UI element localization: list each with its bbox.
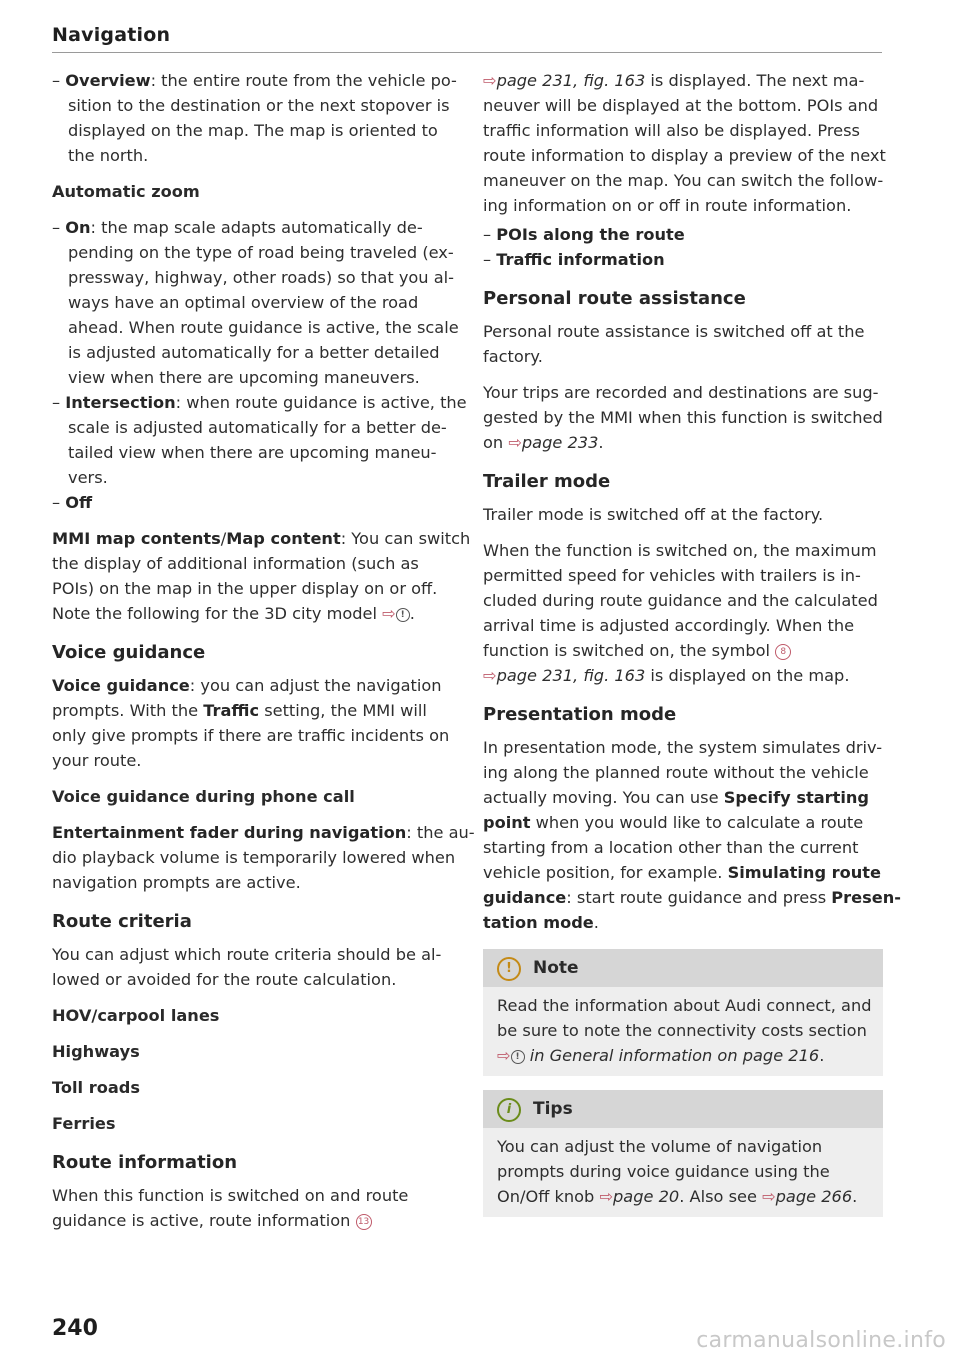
text-line <box>52 601 452 626</box>
text: / <box>220 529 227 548</box>
overview-item: – Overview: the entire route from the vehicle po- <box>52 71 457 90</box>
note-header <box>483 949 883 987</box>
ref-arrow: ⇨ <box>483 71 497 90</box>
text-line <box>52 698 452 723</box>
text-line: scale is adjusted automatically for a better de- <box>68 418 447 437</box>
criteria-highways: Highways <box>52 1042 140 1061</box>
page-ref-link[interactable]: page 20 <box>613 1187 680 1206</box>
text-line <box>483 885 901 910</box>
text-line: prompts during voice guidance using the <box>497 1162 830 1181</box>
page-header: Navigation <box>52 24 171 46</box>
note-title: Note <box>533 958 579 978</box>
page-ref-link[interactable]: in General information on page 216 <box>524 1046 820 1065</box>
text-line: neuver will be displayed at the bottom. POIs and <box>483 96 879 115</box>
text-line: displayed on the map. The map is oriented to <box>68 121 438 140</box>
criteria-hov: HOV/carpool lanes <box>52 1006 220 1025</box>
tips-box <box>483 1090 883 1217</box>
voice-guidance-term: Voice guidance <box>52 676 190 695</box>
intersection-term: Intersection <box>65 393 176 412</box>
page-ref-link[interactable]: page 266 <box>775 1187 853 1206</box>
text-line: view when there are upcoming maneuvers. <box>68 368 420 387</box>
ref-arrow: ⇨ <box>762 1187 776 1206</box>
text-line: ing along the planned route without the vehicle <box>483 763 869 782</box>
caution-icon: ! <box>497 957 521 981</box>
text-line: permitted speed for vehicles with trailers is in- <box>483 566 861 585</box>
text: . <box>852 1187 858 1206</box>
text-line <box>483 910 883 935</box>
personal-route-heading: Personal route assistance <box>483 288 746 309</box>
text: : the au- <box>406 823 475 842</box>
text-line: ahead. When route guidance is active, the scale <box>68 318 459 337</box>
ref-arrow: ⇨ <box>508 433 522 452</box>
caution-ref-icon[interactable]: ! <box>511 1050 525 1064</box>
watermark: carmanualsonline.info <box>696 1328 946 1353</box>
text-line: starting from a location other than the current <box>483 838 859 857</box>
text-line <box>483 860 883 885</box>
text-line: only give prompts if there are traffic incidents on <box>52 726 450 745</box>
traffic-info-term: Traffic information <box>496 250 665 269</box>
presentation-mode-term: tation mode <box>483 913 594 932</box>
traffic-info-item: – Traffic information <box>483 250 665 269</box>
text-line: sition to the destination or the next stopover is <box>68 96 450 115</box>
right-column <box>483 68 901 1217</box>
text-line <box>483 810 883 835</box>
entertainment-term: Entertainment fader during navigation <box>52 823 407 842</box>
text-line: You can adjust which route criteria should be al- <box>52 945 442 964</box>
automatic-zoom-heading: Automatic zoom <box>52 182 200 201</box>
text: . <box>409 604 415 623</box>
intersection-item: – Intersection: when route guidance is active, the <box>52 393 467 412</box>
text-line <box>483 68 883 93</box>
text-line: is adjusted automatically for a better detailed <box>68 343 440 362</box>
text: setting, the MMI will <box>259 701 427 720</box>
header-rule <box>52 52 882 53</box>
text: is displayed. The next ma- <box>645 71 865 90</box>
trailer-mode-heading: Trailer mode <box>483 471 611 492</box>
text-line: the north. <box>68 146 149 165</box>
text: . <box>598 433 604 452</box>
text: : start route guidance and press <box>566 888 832 907</box>
text-line: maneuver on the map. You can switch the follow- <box>483 171 884 190</box>
criteria-ferries: Ferries <box>52 1114 116 1133</box>
pois-item: – POIs along the route <box>483 225 685 244</box>
voice-guidance-heading: Voice guidance <box>52 642 206 663</box>
text: On/Off knob <box>497 1187 600 1206</box>
page-number: 240 <box>52 1316 98 1341</box>
ref-arrow: ⇨ <box>599 1187 614 1206</box>
text-line: tailed view when there are upcoming maneu- <box>68 443 437 462</box>
text-line: pressway, highway, other roads) so that you al- <box>68 268 454 287</box>
callout-8-icon: 8 <box>775 644 791 660</box>
map-content-term: Map content <box>226 529 341 548</box>
text: function is switched on, the symbol <box>483 641 776 660</box>
off-item: – Off <box>52 493 93 512</box>
text-line: cluded during route guidance and the calculated <box>483 591 878 610</box>
page-ref-link[interactable]: page 233 <box>521 433 599 452</box>
presentation-term: Presen- <box>831 888 901 907</box>
text-line: ing information on or off in route information. <box>483 196 852 215</box>
text-line: Personal route assistance is switched off at the <box>483 322 865 341</box>
note-body <box>483 987 883 1076</box>
specify-starting-term: Specify starting <box>723 788 869 807</box>
point-term: point <box>483 813 531 832</box>
text-line: be sure to note the connectivity costs section <box>497 1021 867 1040</box>
text-line: When the function is switched on, the maximum <box>483 541 877 560</box>
text-line: your route. <box>52 751 142 770</box>
tips-body <box>483 1128 883 1217</box>
text-line: dio playback volume is temporarily lowered when <box>52 848 456 867</box>
text: when you would like to calculate a route <box>530 813 864 832</box>
text: . <box>593 913 599 932</box>
route-criteria-heading: Route criteria <box>52 911 192 932</box>
page-ref-link[interactable]: page 231, fig. 163 <box>496 666 646 685</box>
tips-header <box>483 1090 883 1128</box>
traffic-term: Traffic <box>203 701 260 720</box>
presentation-mode-heading: Presentation mode <box>483 704 677 725</box>
text-line: gested by the MMI when this function is switched <box>483 408 883 427</box>
text-line <box>52 1208 452 1233</box>
text: actually moving. You can use <box>483 788 724 807</box>
entertainment-para <box>52 820 475 845</box>
text: Note the following for the 3D city model <box>52 604 377 623</box>
left-column <box>52 68 475 1233</box>
text-line: traffic information will also be displayed. Press <box>483 121 860 140</box>
text: . Also see <box>679 1187 763 1206</box>
info-icon: i <box>497 1098 521 1122</box>
text-line: vers. <box>68 468 108 487</box>
text-line: When this function is switched on and route <box>52 1186 409 1205</box>
ref-arrow: ⇨ <box>497 1046 511 1065</box>
tips-title: Tips <box>533 1099 573 1119</box>
text-line <box>483 785 883 810</box>
text: on <box>483 433 509 452</box>
text-line: Your trips are recorded and destinations are sug- <box>483 383 879 402</box>
text-line <box>483 430 883 455</box>
on-term: On <box>65 218 91 237</box>
text: . <box>819 1046 825 1065</box>
text-line <box>497 1184 869 1209</box>
overview-term: Overview <box>65 71 151 90</box>
ref-arrow: ⇨ <box>382 604 396 623</box>
text: vehicle position, for example. <box>483 863 728 882</box>
voice-during-call-heading: Voice guidance during phone call <box>52 787 355 806</box>
text-line: factory. <box>483 347 543 366</box>
off-term: Off <box>65 493 93 512</box>
caution-ref-icon[interactable]: ! <box>396 608 410 622</box>
simulating-route-term: Simulating route <box>727 863 882 882</box>
guidance-term: guidance <box>483 888 567 907</box>
text-line: lowed or avoided for the route calculation. <box>52 970 397 989</box>
text-line: Trailer mode is switched off at the factory. <box>483 505 824 524</box>
route-information-heading: Route information <box>52 1152 238 1173</box>
text: : when route guidance is active, the <box>175 393 467 412</box>
text: : the map scale adapts automatically de- <box>90 218 423 237</box>
text: : the entire route from the vehicle po- <box>150 71 457 90</box>
text: is displayed on the map. <box>645 666 850 685</box>
map-contents-term: MMI map contents <box>52 529 221 548</box>
voice-para <box>52 673 452 698</box>
text-line: pending on the type of road being traveled (ex- <box>68 243 454 262</box>
text-line: POIs) on the map in the upper display on or off. <box>52 579 438 598</box>
text-line: the display of additional information (such as <box>52 554 419 573</box>
text: prompts. With the <box>52 701 204 720</box>
note-box <box>483 949 883 1076</box>
text: guidance is active, route information <box>52 1211 356 1230</box>
text-line: ways have an optimal overview of the road <box>68 293 419 312</box>
criteria-toll-roads: Toll roads <box>52 1078 140 1097</box>
text-line <box>483 638 883 663</box>
map-contents-para <box>52 526 471 551</box>
text-line <box>483 663 883 688</box>
text-line: arrival time is adjusted accordingly. When the <box>483 616 855 635</box>
pois-term: POIs along the route <box>496 225 685 244</box>
text-line: You can adjust the volume of navigation <box>497 1137 823 1156</box>
page-ref-link[interactable]: page 231, fig. 163 <box>496 71 646 90</box>
text-line: navigation prompts are active. <box>52 873 301 892</box>
text-line: route information to display a preview of the next <box>483 146 886 165</box>
text: : you can adjust the navigation <box>189 676 442 695</box>
text-line <box>497 1043 869 1068</box>
ref-arrow: ⇨ <box>483 666 497 685</box>
text: : You can switch <box>340 529 471 548</box>
callout-13-icon: 13 <box>356 1214 372 1230</box>
on-item: – On: the map scale adapts automatically de- <box>52 218 423 237</box>
text-line: Read the information about Audi connect, and <box>497 996 872 1015</box>
text-line: In presentation mode, the system simulates driv- <box>483 738 883 757</box>
